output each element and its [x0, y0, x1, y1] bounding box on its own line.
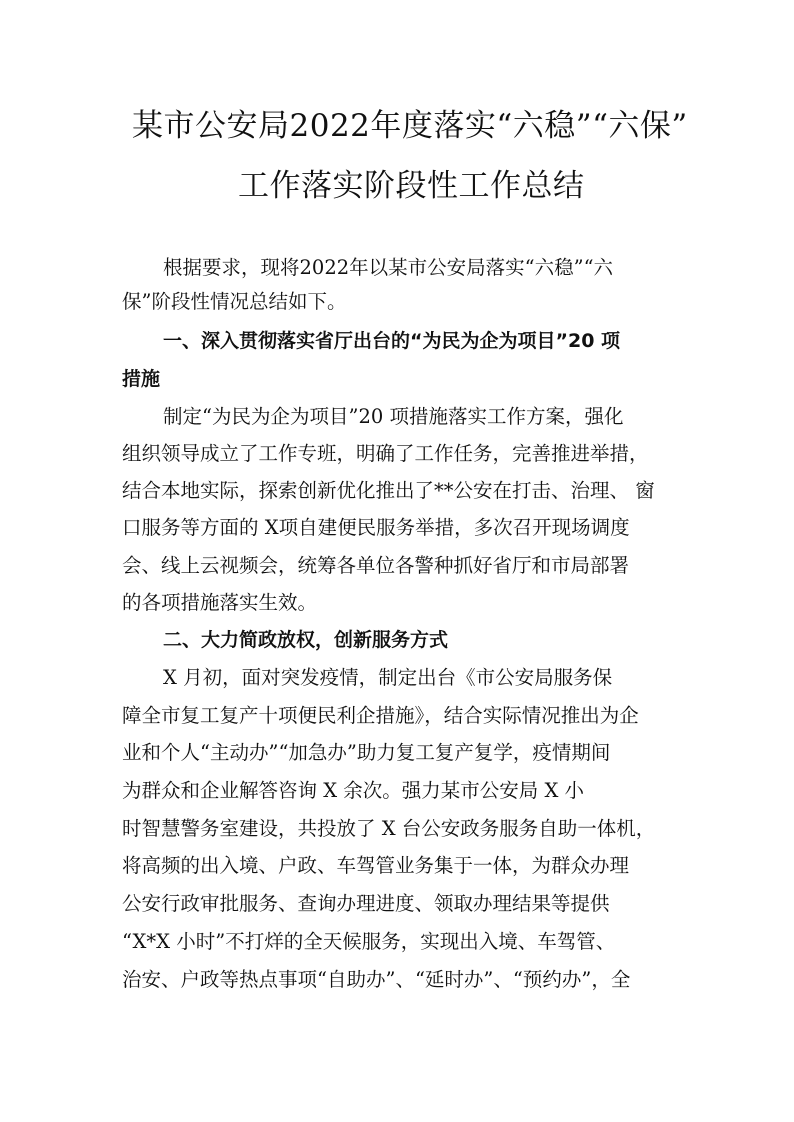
section-2-paragraph-line: X 月初，面对突发疫情，制定出台《市公安局服务保 [163, 666, 613, 689]
section-2-paragraph-line: 障全市复工复产十项便民利企措施》，结合实际情况推出为企 [122, 704, 639, 727]
section-1-paragraph-line: 组织领导成立了工作专班，明确了工作任务，完善推进举措， [122, 442, 649, 465]
section-2-paragraph-line: 将高频的出入境、户政、车驾管业务集于一体，为群众办理 [122, 854, 630, 877]
section-2-paragraph-line: 治安、户政等热点事项“自助办”、“延时办”、“预约办”，全 [122, 968, 631, 991]
section-1-paragraph-line: 口服务等方面的 X项自建便民服务举措，多次召开现场调度 [122, 516, 630, 539]
section-2-paragraph-line: 业和个人“主动办”“加急办”助力复工复产复学，疫情期间 [122, 741, 611, 764]
section-1-paragraph-line: 制定“为民为企为项目”20 项措施落实工作方案，强化 [163, 405, 624, 428]
section-1-heading: 一、深入贯彻落实省厅出台的“为民为企为项目”20 项 [163, 330, 621, 352]
section-2-paragraph-line: 时智慧警务室建设，共投放了 X 台公安政务服务自助一体机， [122, 817, 656, 840]
section-2-paragraph-line: 为群众和企业解答咨询 X 余次。强力某市公安局 X 小 [122, 779, 585, 802]
section-2-paragraph-line: 公安行政审批服务、查询办理进度、领取办理结果等提供 [122, 892, 610, 915]
section-1-heading: 措施 [122, 368, 161, 390]
section-2-heading: 二、大力简政放权，创新服务方式 [163, 629, 449, 651]
document-title-line-2: 工作落实阶段性工作总结 [238, 168, 585, 204]
section-1-paragraph-line: 的各项措施落实生效。 [122, 591, 318, 614]
intro-line: 保”阶段性情况总结如下。 [122, 290, 347, 313]
section-1-paragraph-line: 结合本地实际，探索创新优化推出了**公安在打击、治理、 窗 [122, 479, 655, 502]
document-title-line-1: 某市公安局2022年度落实“六稳”“六保” [132, 108, 688, 144]
section-1-paragraph-line: 会、线上云视频会，统筹各单位各警种抓好省厅和市局部署 [122, 554, 630, 577]
section-2-paragraph-line: “X*X 小时”不打烊的全天候服务，实现出入境、车驾管、 [122, 930, 616, 953]
intro-line: 根据要求，现将2022年以某市公安局落实“六稳”“六 [163, 256, 614, 279]
